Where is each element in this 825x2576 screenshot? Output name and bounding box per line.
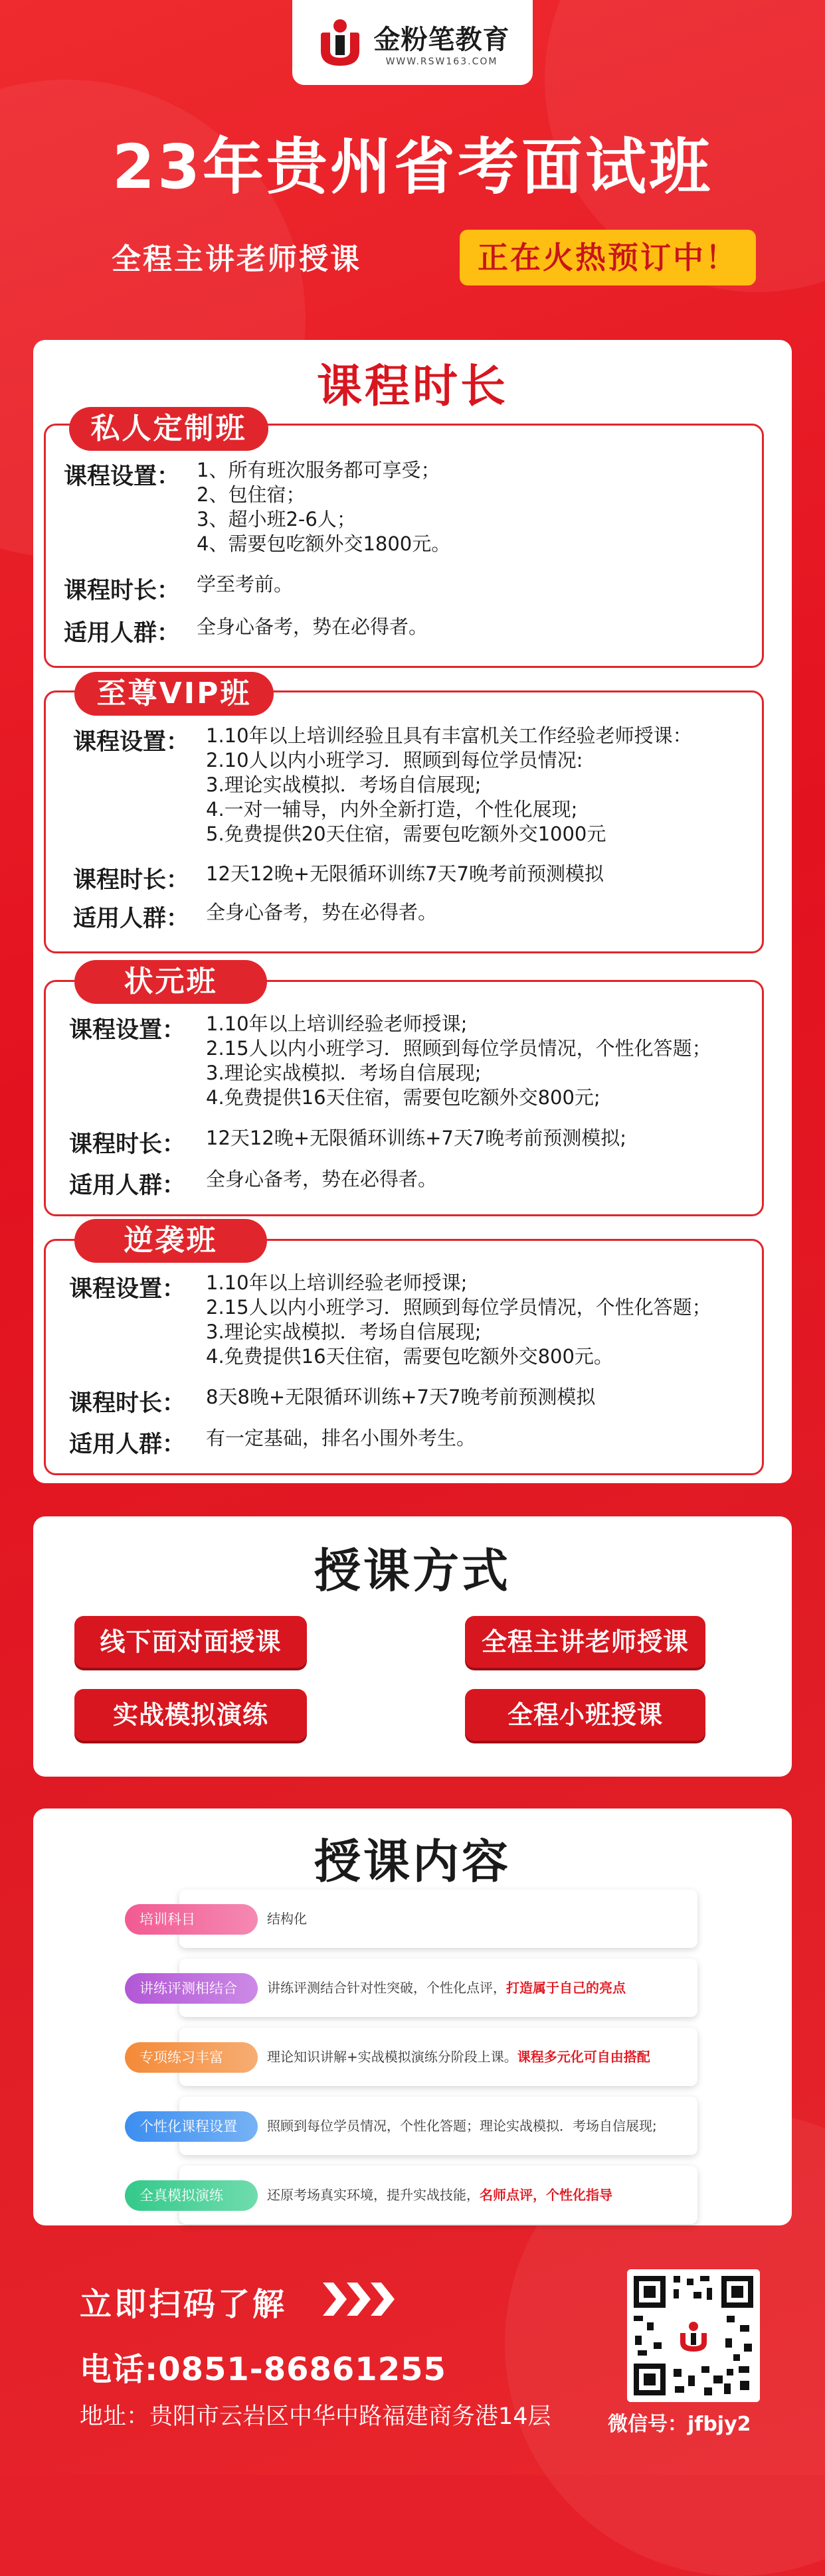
content-section-title: 授课内容 [314,1834,511,1889]
settings-line: 4.一对一辅导，内外全新打造，个性化展现; [206,798,578,821]
brand-logo [292,0,533,85]
course-audience-row [73,900,437,933]
course-settings-row [73,724,692,846]
settings-line: 1、所有班次服务都可享受； [197,459,440,481]
duration-label: 课程时长： [73,867,190,894]
course-settings-row [64,458,450,556]
audience-label: 适用人群： [69,1172,186,1199]
course-name: 私人定制班 [69,407,268,451]
methods-section-title: 授课方式 [314,1544,511,1598]
duration-section-title: 课程时长 [316,361,508,413]
course-duration-row [69,1385,595,1418]
triple-chevron-icon [323,2283,396,2316]
course-name: 逆袭班 [74,1219,267,1263]
audience-label: 适用人群： [64,620,181,647]
audience-value: 有一定基础，排名小围外考生。 [206,1427,476,1449]
audience-value: 全身心备考，势在必得者。 [206,1168,438,1190]
content-tag: 个性化课程设置 [125,2111,258,2142]
content-text: 理论知识讲解+实战模拟演练分阶段上课。课程多元化可自由搭配 [267,2049,650,2065]
settings-label: 课程设置： [69,1276,186,1303]
settings-line: 1.10年以上培训经验老师授课; [206,1012,468,1035]
content-tag: 专项练习丰富 [125,2042,258,2073]
method-button[interactable]: 全程主讲老师授课 [465,1616,705,1668]
content-tag: 全真模拟演练 [125,2180,258,2211]
course-duration-row [64,572,293,605]
method-button[interactable]: 全程小班授课 [465,1689,705,1741]
content-item [93,2166,699,2227]
content-item [93,1959,699,2020]
duration-label: 课程时长： [64,578,181,604]
page-title: 23年贵州省考面试班 [112,131,713,202]
settings-line: 2.15人以内小班学习．照顾到每位学员情况，个性化答题； [206,1296,711,1319]
content-text: 照顾到每位学员情况，个性化答题；理论实战模拟．考场自信展现; [267,2118,657,2134]
settings-line: 3.理论实战模拟．考场自信展现; [206,1062,482,1084]
settings-line: 5.免费提供20天住宿，需要包吃额外交1000元 [206,823,606,845]
brand-site: WWW.RSW163.COM [385,56,498,67]
settings-label: 课程设置： [69,1017,186,1044]
course-name: 状元班 [74,960,267,1004]
settings-label: 课程设置： [64,463,181,490]
settings-line: 2.10人以内小班学习．照顾到每位学员情况: [206,749,583,771]
content-tag: 讲练评测相结合 [125,1973,258,2004]
settings-line: 1.10年以上培训经验老师授课; [206,1271,468,1294]
settings-line: 4、需要包吃额外交1800元。 [197,532,451,555]
course-duration-row [69,1126,626,1159]
content-text: 还原考场真实环境，提升实战技能，名师点评，个性化指导 [267,2187,612,2203]
duration-value: 12天12晚+无限循环训练7天7晚考前预测模拟 [206,862,604,885]
scan-prompt: 立即扫码了解 [80,2286,288,2323]
method-button[interactable]: 实战模拟演练 [74,1689,307,1741]
qr-code-icon[interactable] [627,2269,760,2402]
audience-value: 全身心备考，势在必得者。 [197,615,428,638]
settings-line: 4.免费提供16天住宿，需要包吃额外交800元。 [206,1345,613,1368]
duration-label: 课程时长： [69,1131,186,1158]
course-audience-row [64,615,428,648]
phone-number[interactable]: 电话:0851-86861255 [80,2351,446,2388]
wechat-id: 微信号：jfbjy2 [608,2413,751,2436]
duration-value: 12天12晚+无限循环训练+7天7晚考前预测模拟; [206,1127,627,1149]
audience-label: 适用人群： [69,1431,186,1458]
duration-value: 8天8晚+无限循环训练+7天7晚考前预测模拟 [206,1386,596,1408]
course-audience-row [69,1426,476,1459]
content-tag: 培训科目 [125,1904,258,1935]
settings-line: 4.免费提供16天住宿，需要包吃额外交800元; [206,1086,600,1109]
settings-line: 3.理论实战模拟．考场自信展现; [206,1321,482,1343]
method-button[interactable]: 线下面对面授课 [74,1616,307,1668]
course-duration-row [73,862,604,895]
content-item [93,1890,699,1951]
course-settings-row [69,1012,711,1110]
settings-label: 课程设置： [73,729,190,756]
course-audience-row [69,1167,437,1200]
settings-line: 3.理论实战模拟．考场自信展现; [206,773,482,796]
content-text: 结构化 [267,1911,307,1927]
content-item [93,2097,699,2158]
content-text: 讲练评测结合针对性突破，个性化点评，打造属于自己的亮点 [267,1980,626,1996]
course-name: 至尊VIP班 [74,672,274,716]
audience-label: 适用人群： [73,906,190,932]
address: 地址：贵阳市云岩区中华中路福建商务港14层 [80,2403,551,2430]
audience-value: 全身心备考，势在必得者。 [206,901,438,924]
duration-value: 学至考前。 [197,573,294,596]
settings-line: 2.15人以内小班学习．照顾到每位学员情况，个性化答题； [206,1037,711,1060]
duration-label: 课程时长： [69,1390,186,1417]
content-item [93,2028,699,2089]
hero-subtitle: 全程主讲老师授课 [112,242,361,276]
brand-logo-icon [316,18,365,67]
course-settings-row [69,1271,711,1369]
brand-name: 金粉笔教育 [373,24,510,55]
settings-line: 2、包住宿； [197,483,306,506]
settings-line: 3、超小班2-6人； [197,508,356,530]
settings-line: 1.10年以上培训经验且具有丰富机关工作经验老师授课： [206,724,692,747]
booking-badge: 正在火热预订中！ [460,230,756,285]
